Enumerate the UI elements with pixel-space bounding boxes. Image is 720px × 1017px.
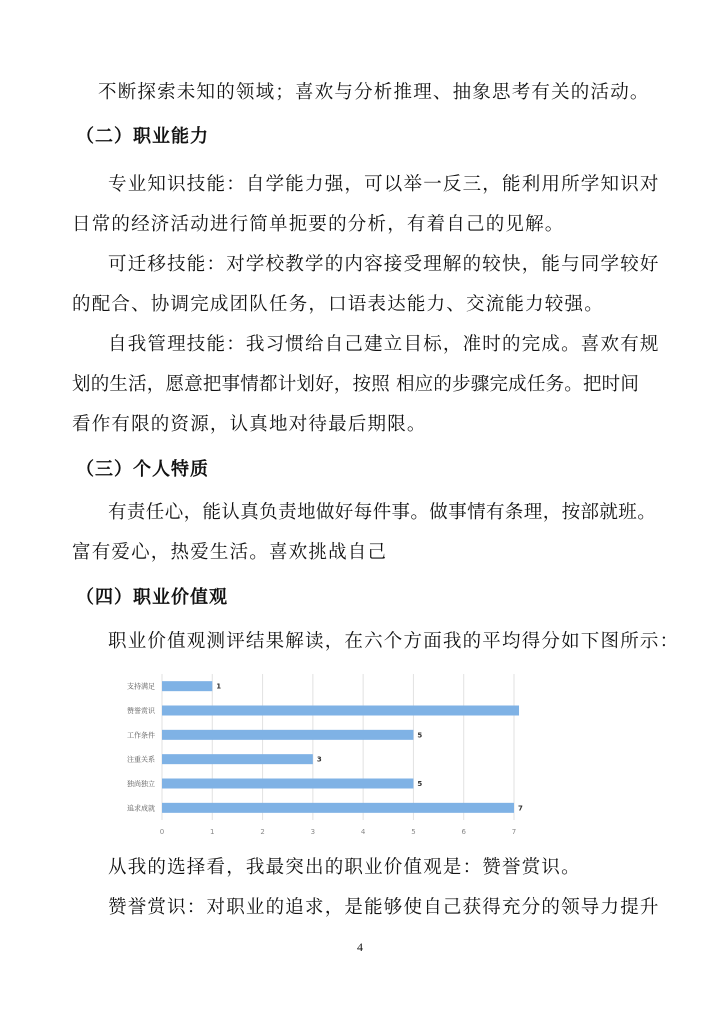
paragraph-line: 赞誉赏识：对职业的追求，是能够使自己获得充分的领导力提升 bbox=[108, 897, 660, 918]
section-heading-traits: （三）个人特质 bbox=[76, 459, 209, 480]
category-label: 注重关系 bbox=[127, 755, 155, 764]
bar bbox=[162, 681, 212, 691]
category-label: 追求成就 bbox=[127, 804, 155, 813]
x-tick-label: 7 bbox=[511, 828, 517, 836]
category-label: 赞誉赏识 bbox=[127, 707, 155, 715]
x-tick-label: 4 bbox=[360, 828, 366, 836]
bar-value-label: 5 bbox=[417, 731, 423, 740]
category-label: 支持满足 bbox=[127, 682, 155, 691]
x-tick-label: 5 bbox=[411, 828, 416, 836]
paragraph-line: 专业知识技能：自学能力强，可以举一反三，能利用所学知识对 bbox=[108, 174, 660, 195]
category-label: 独尚独立 bbox=[127, 780, 155, 788]
page-number: 4 bbox=[357, 940, 363, 954]
bar bbox=[162, 754, 313, 764]
paragraph-line: 自我管理技能：我习惯给自己建立目标，准时的完成。喜欢有规 bbox=[108, 334, 660, 355]
bar-value-label: 3 bbox=[316, 755, 322, 764]
values-bar-chart bbox=[100, 670, 550, 842]
bar bbox=[162, 779, 413, 789]
bar-value-label: 5 bbox=[417, 780, 423, 788]
x-tick-label: 0 bbox=[159, 828, 165, 836]
bar bbox=[162, 730, 413, 740]
section-heading-ability: （二）职业能力 bbox=[76, 126, 209, 147]
paragraph-line: 富有爱心，热爱生活。喜欢挑战自己 bbox=[72, 542, 388, 563]
paragraph-line: 日常的经济活动进行简单扼要的分析，有着自己的见解。 bbox=[72, 214, 565, 235]
category-label: 工作条件 bbox=[127, 731, 155, 740]
paragraph-line: 划的生活，愿意把事情都计划好，按照 相应的步骤完成任务。把时间 bbox=[72, 374, 640, 395]
paragraph-line: 的配合、协调完成团队任务，口语表达能力、交流能力较强。 bbox=[72, 294, 604, 315]
paragraph-line: 职业价值观测评结果解读，在六个方面我的平均得分如下图所示： bbox=[108, 631, 680, 652]
paragraph-line: 不断探索未知的领域；喜欢与分析推理、抽象思考有关的活动。 bbox=[98, 82, 650, 103]
x-tick-label: 2 bbox=[260, 828, 265, 836]
x-tick-label: 1 bbox=[210, 828, 215, 836]
bar-value-label: 1 bbox=[216, 682, 222, 691]
bar bbox=[162, 706, 519, 716]
x-tick-label: 3 bbox=[310, 828, 316, 836]
bar-value-label: 7 bbox=[518, 804, 523, 813]
paragraph-line: 看作有限的资源，认真地对待最后期限。 bbox=[72, 414, 427, 435]
bar bbox=[162, 803, 514, 813]
section-heading-values: （四）职业价值观 bbox=[76, 587, 228, 608]
x-tick-label: 6 bbox=[461, 828, 466, 836]
paragraph-line: 可迁移技能：对学校教学的内容接受理解的较快，能与同学较好 bbox=[108, 254, 660, 275]
paragraph-line: 有责任心，能认真负责地做好每件事。做事情有条理，按部就班。 bbox=[108, 502, 657, 523]
paragraph-line: 从我的选择看，我最突出的职业价值观是：赞誉赏识。 bbox=[108, 857, 581, 878]
